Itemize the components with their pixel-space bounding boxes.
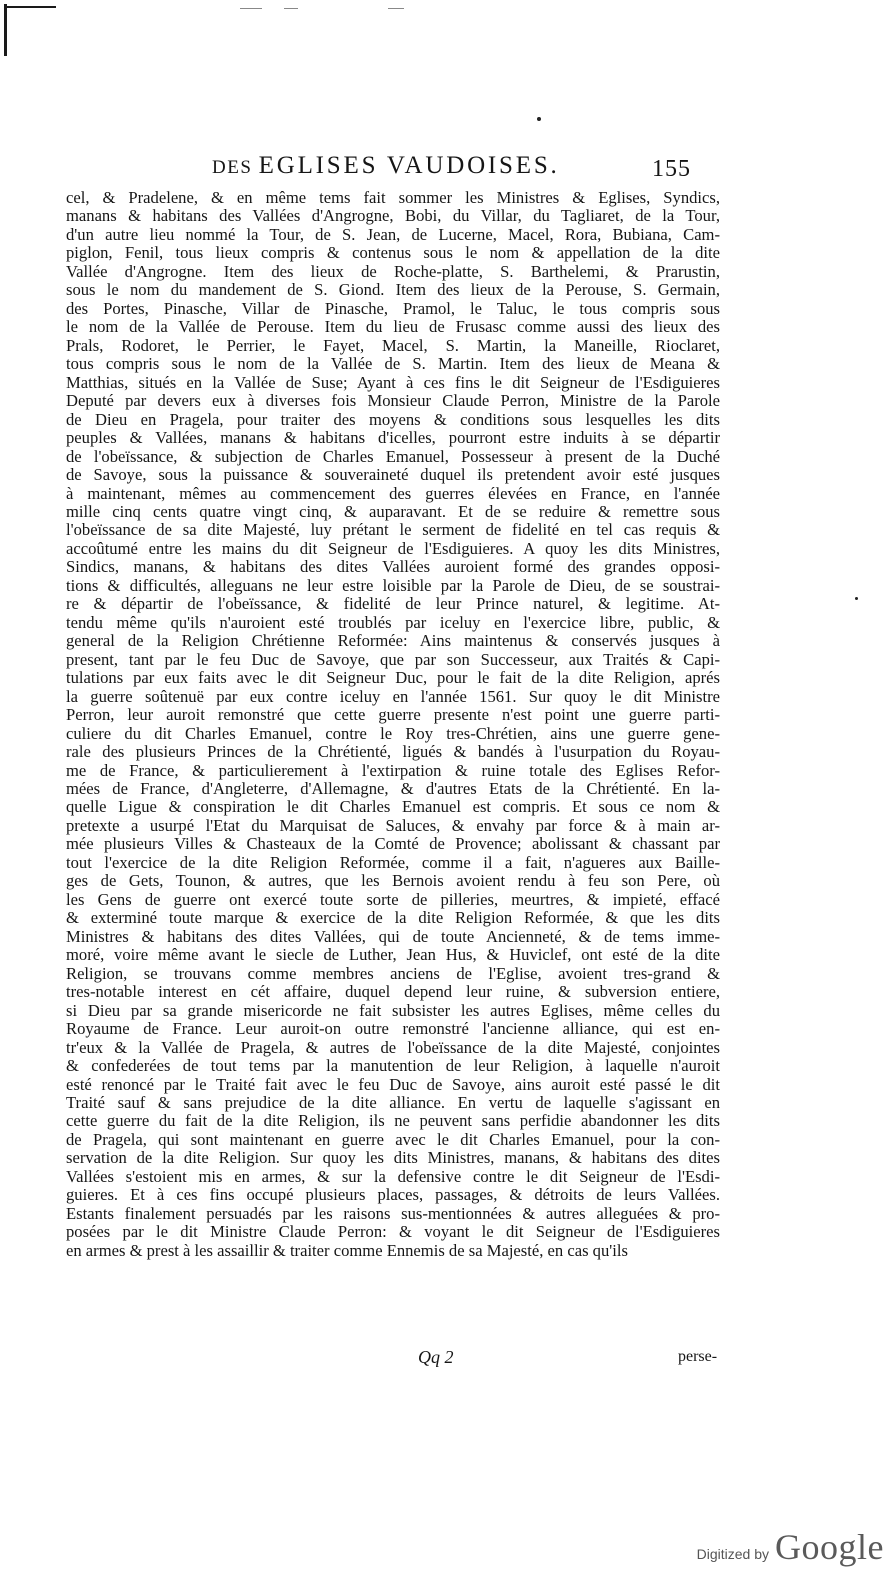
signature-mark: Qq 2	[418, 1347, 454, 1367]
text-line: pretexte a usurpé l'Etat du Marquisat de Saluces, & envahy par force & à main ar-	[66, 815, 720, 835]
text-line: de Savoye, sous la puissance & souveraineté duquel ils pretendent avoir esté jusques	[66, 465, 720, 485]
text-line: posées par le dit Ministre Claude Perron: & voyant le dit Seigneur de l'Esdiguieres	[66, 1222, 720, 1242]
text-line: guieres. Et à ces fins occupé plusieurs places, passages, & détroits de leurs Vallées.	[66, 1185, 720, 1205]
text-line: tulations par eux faits avec le dit Seigneur Duc, pour le fait de la dite Religion, aprés	[66, 668, 720, 688]
running-head-initial: D	[212, 157, 228, 178]
text-line: peuples & Vallées, manans & habitans d'icelles, pourront estre induits à se départir	[66, 428, 720, 448]
text-line: Traité sauf & sans prejudice de la dite alliance. En vertu de laquelle s'agissant en	[66, 1092, 720, 1112]
text-line: general de la Religion Chrétienne Reformée: Ains maintenus & conservés jusques à	[66, 631, 720, 651]
text-line: moré, voire même avant le siecle de Luther, Jean Hus, & Huviclef, ont esté de la dite	[66, 945, 720, 965]
text-line: tout l'exercice de la dite Religion Reformée, comme il a fait, n'agueres aux Baille-	[66, 852, 720, 872]
text-line: Sindics, manans, & habitans des dites Vallées auroient formé des grandes opposi-	[66, 557, 720, 577]
text-line: si Dieu par sa grande misericorde ne fait subsister les autres Eglises, même celles du	[66, 1000, 720, 1020]
text-line: mée plusieurs Villes & Chasteaux de la Comté de Provence; abolissant & chassant par	[66, 834, 720, 854]
ink-speck	[855, 597, 858, 600]
text-line: Royaume de France. Leur auroit-on outre remonstré l'ancienne alliance, qui est en-	[66, 1019, 720, 1039]
text-line: Matthias, situés en la Vallée de Suse; Ayant à ces fins le dit Seigneur de l'Esdiguieres	[66, 372, 720, 392]
page-number: 155	[652, 156, 691, 182]
text-line: me de France, & particulierement à l'extirpation & ruine totale des Eglises Refor-	[66, 760, 720, 780]
scan-mark	[388, 8, 404, 9]
body-text	[66, 189, 720, 1260]
text-line: sous le nom du mandement de S. Giond. Item des lieux de la Perouse, S. Germain,	[66, 280, 720, 300]
text-line: tions & difficultés, alleguans ne leur estre loisible par la Parole de Dieu, de se soustrai-	[66, 575, 720, 595]
text-line: tous compris sous le nom de la Vallée de S. Martin. Item des lieux de Meana &	[66, 354, 720, 374]
text-line: le nom de la Vallée de Perouse. Item du lieu de Frusasc comme aussi des lieux des	[66, 317, 720, 337]
text-line: l'obeïssance de sa dite Majesté, luy prétant le serment de fidelité en tel cas requis &	[66, 520, 720, 540]
text-line: cel, & Pradelene, & en même tems fait sommer les Ministres & Eglises, Syndics,	[66, 188, 720, 207]
text-line: present, tant par le feu Duc de Savoye, que par son Successeur, aux Traités & Capi-	[66, 649, 720, 669]
text-line: Deputé par devers eux à diverses fois Monsieur Claude Perron, Ministre de la Parole	[66, 391, 720, 411]
text-line: les Gens de guerre ont exercé toute sorte de pilleries, meurtres, & impieté, effacé	[66, 889, 720, 909]
catchword: perse-	[678, 1348, 718, 1365]
text-line: cette guerre du fait de la dite Religion, ils ne peuvent sans perfidie abandonner les dits	[66, 1111, 720, 1131]
text-line: piglon, Fenil, tous lieux compris & contenus sous le nom & appellation de la dite	[66, 243, 720, 263]
text-line: & confederées de tout tems par la manutention de leur Religion, à laquelle n'auroit	[66, 1056, 720, 1076]
text-line: de l'obeïssance, & subjection de Charles Emanuel, Possesseur à present de la Duché	[66, 446, 720, 466]
text-line: re & départir de l'obeïssance, & fidelité de leur Prince naturel, & legitime. At-	[66, 594, 720, 614]
corner-rule-horizontal	[4, 6, 56, 8]
text-line: Estants finalement persuadés par les raisons sus-mentionnées & autres alleguées & pro-	[66, 1203, 720, 1223]
text-line: Perron, leur auroit remonstré que cette guerre presente n'est point une guerre parti-	[66, 705, 720, 725]
text-line: la guerre soûtenuë par eux contre iceluy en l'année 1561. Sur quoy le dit Ministre	[66, 686, 720, 706]
text-line: accoûtumé entre les mains du dit Seigneur de l'Esdiguieres. A quoy les dits Ministres,	[66, 538, 720, 558]
text-line: Prals, Rodoret, le Perrier, le Fayet, Macel, S. Martin, la Maneille, Rioclaret,	[66, 335, 720, 355]
text-line: Vallée d'Angrogne. Item des lieux de Roche-platte, S. Barthelemi, & Prarustin,	[66, 261, 720, 281]
text-line: en armes & prest à les assaillir & traiter comme Ennemis de sa Majesté, en cas qu'ils	[66, 1240, 628, 1260]
text-line: culiere du dit Charles Emanuel, contre le Roy tres-Chrétien, ains une guerre gene-	[66, 723, 720, 743]
watermark-prefix: Digitized by	[696, 1546, 770, 1562]
digitization-watermark	[697, 1526, 884, 1568]
ink-speck	[537, 117, 541, 121]
running-head-article: ES	[227, 157, 259, 178]
text-line: ges de Gets, Tounon, & autres, que les Bernois avoient rendu à feu son Pere, où	[66, 871, 720, 891]
scan-mark	[284, 8, 298, 9]
running-head-title: EGLISES VAUDOISES.	[258, 152, 560, 179]
text-line: à maintenant, mêmes au commencement des guerres élevées en France, en l'année	[66, 483, 720, 503]
google-logo: Google	[775, 1527, 884, 1567]
text-line: Vallées s'estoient mis en armes, & sur la defensive contre le dit Seigneur de l'Esdi-	[66, 1166, 720, 1186]
running-head	[212, 152, 712, 180]
text-line: de Pragela, qui sont maintenant en guerre avec le dit Charles Emanuel, pour la con-	[66, 1129, 720, 1149]
text-line: esté renoncé par le Traité fait avec le feu Duc de Savoye, ains auroit esté passé le dit	[66, 1074, 720, 1094]
text-line: d'un autre lieu nommé la Tour, de S. Jean, de Lucerne, Macel, Rora, Bubiana, Cam-	[66, 224, 720, 244]
scan-mark	[240, 8, 262, 9]
text-line: tres-notable interest en cét affaire, duquel depend leur ruine, & subversion entiere,	[66, 982, 720, 1002]
corner-rule-vertical	[4, 4, 7, 56]
text-line: mille cinq cents quatre vingt cinq, & auparavant. Et de se reduire & remettre sous	[66, 501, 720, 521]
text-line: Religion, se trouvans comme membres anciens de l'Eglise, avoient tres-grand &	[66, 963, 720, 983]
text-line: servation de la dite Religion. Sur quoy les dits Ministres, manans, & habitans des dites	[66, 1148, 720, 1168]
text-line: manans & habitans des Vallées d'Angrogne, Bobi, du Villar, du Tagliaret, de la Tour,	[66, 206, 720, 226]
text-line: mées de France, d'Angleterre, d'Allemagne, & d'autres Etats de la Chrétienté. En la-	[66, 779, 720, 798]
text-line: tr'eux & la Vallée de Pragela, & autres de l'obeïssance de la dite Majesté, conjointes	[66, 1037, 720, 1057]
text-line: rale des plusieurs Princes de la Chrétienté, ligués & bandés à l'usurpation du Royau-	[66, 742, 720, 762]
text-line: tendu même qu'ils n'auroient esté troublés par iceluy en l'exercice libre, public, &	[66, 612, 720, 632]
text-line: quelle Ligue & conspiration le dit Charles Emanuel est compris. Et sous ce nom &	[66, 797, 720, 817]
text-line: de Dieu en Pragela, pour traiter des moyens & conditions sous lesquelles les dits	[66, 409, 720, 429]
text-line: des Portes, Pinasche, Villar de Pinasche, Pramol, le Taluc, le tous compris sous	[66, 298, 720, 318]
text-line: & exterminé toute marque & exercice de la dite Religion Reformée, & que les dits	[66, 908, 720, 928]
text-line: Ministres & habitans des dites Vallées, qui de toute Ancienneté, & de tems imme-	[66, 926, 720, 946]
